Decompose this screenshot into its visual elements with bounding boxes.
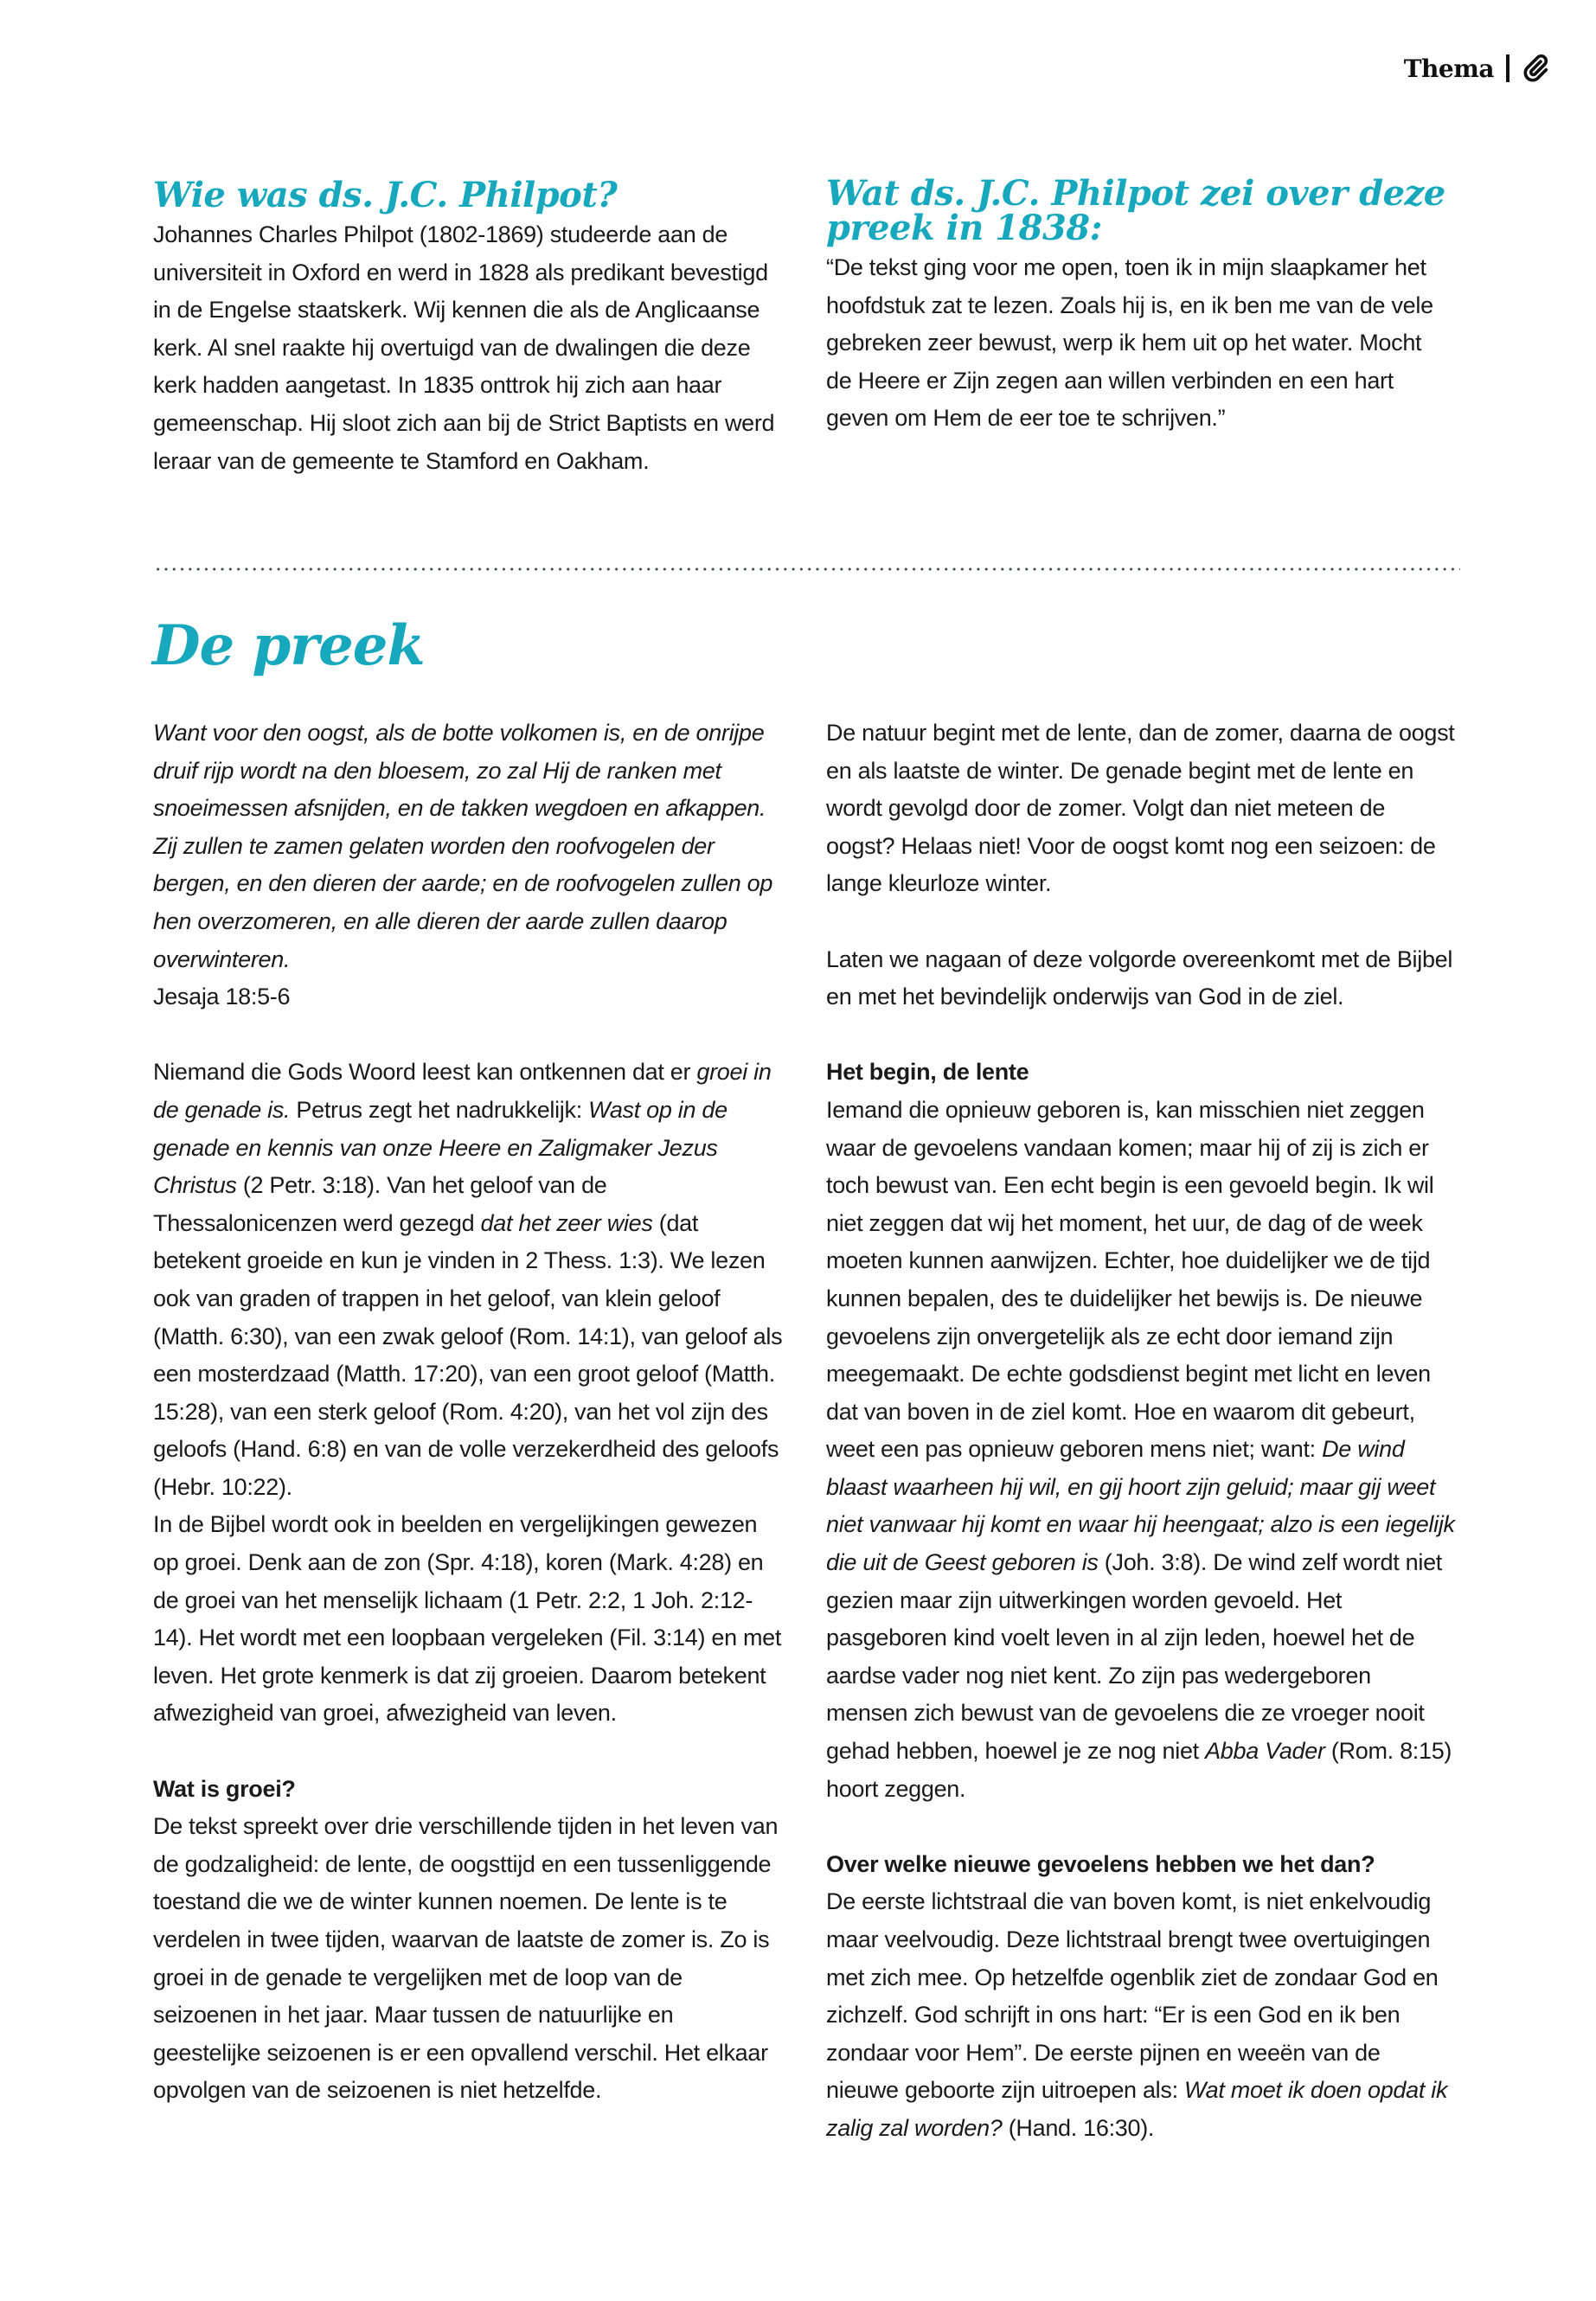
right-paragraph-1: De natuur begint met de lente, dan de zomer, daarna de oogst en als laatste de winter. De genade begint met de lente en wordt gevolgd door de zomer. Volgt dan niet meteen de oogst? Helaas niet! Voor de oogst komt nog een seizoen: de lange kleurloze winter.: [826, 720, 1455, 897]
paperclip-icon: [1522, 54, 1551, 83]
quote-title: Wat ds. J.C. Philpot zei over deze preek in 1838:: [826, 173, 1445, 248]
quote-section: [826, 173, 1449, 438]
subheading-nieuwe-gevoelens: Over welke nieuwe gevoelens hebben we het dan?: [826, 1850, 1375, 1877]
text-run: Iemand die opnieuw geboren is, kan misschien niet zeggen waar de gevoelens vandaan komen; maar hij of zij is zich er toch bewust van. Een echt begin is een gevoeld begin. Ik wil niet zeggen dat wij het moment, het uur, de dag of de week moeten kunnen aanwijzen. Echter, hoe duidelijker we de tijd kunnen bepalen, des te duidelijker het bewijs is. De nieuwe gevoelens zijn onvergetelijk als ze echt door iemand zijn meegemaakt. De echte godsdienst begint met licht en leven dat van boven in de ziel komt. Hoe en waarom dit gebeurt, weet een pas opnieuw geboren mens niet; want:: [826, 1096, 1434, 1463]
page-header: [1404, 54, 1551, 83]
text-run: Niemand die Gods Woord leest kan ontkennen dat er: [153, 1059, 697, 1086]
text-run: dat het zeer wies: [480, 1209, 653, 1236]
bio-body: Johannes Charles Philpot (1802-1869) studeerde aan de universiteit in Oxford en werd in 1828 als predikant bevestigd in de Engelse staatskerk. Wij kennen die als de Anglicaanse kerk. Al snel raakte hij overtuigd van de dwalingen die deze kerk hadden aangetast. In 1835 onttrok hij zich aan haar gemeenschap. Hij sloot zich aan bij de Strict Baptists en werd leraar van de gemeente te Stamford en Oakham.: [153, 221, 775, 474]
text-run: groei in de genade is.: [153, 1059, 772, 1123]
dotted-divider: [154, 567, 1460, 571]
scripture-reference: Jesaja 18:5-6: [153, 984, 291, 1010]
left-paragraph-3: De tekst spreekt over drie verschillende tijden in het leven van de godzaligheid: de lente, de oogsttijd en een tussenliggende toestand die we de winter kunnen noemen. De lente is te verdelen in twee tijden, waarvan de laatste de zomer is. Zo is groei in de genade te vergelijken met de loop van de seizoenen in het jaar. Maar tussen de natuurlijke en geestelijke seizoenen is er een opvallend verschil. Het elkaar opvolgen van de seizoenen is niet hetzelfde.: [153, 1813, 779, 2104]
subheading-het-begin: Het begin, de lente: [826, 1059, 1029, 1086]
left-paragraph-2: In de Bijbel wordt ook in beelden en vergelijkingen gewezen op groei. Denk aan de zon (Spr. 4:18), koren (Mark. 4:28) en de groei van het menselijk lichaam (1 Petr. 2:2, 1 Joh. 2:12-14). Het wordt met een loopbaan vergeleken (Fil. 3:14) en met leven. Het grote kenmerk is dat zij groeien. Daarom betekent afwezigheid van groei, afwezigheid van leven.: [153, 1511, 782, 1727]
text-run: De wind blaast waarheen hij wil, en gij hoort zijn geluid; maar gij weet niet vanwaar hij komt en waar hij heengaat; alzo is een iegelijk die uit de Geest geboren is: [826, 1436, 1455, 1576]
left-paragraph-1: [153, 1054, 786, 1506]
subheading-wat-is-groei: Wat is groei?: [153, 1775, 296, 1802]
bio-section: [153, 176, 780, 480]
text-run: (Rom. 8:15) hoort zeggen.: [826, 1738, 1452, 1802]
text-run: (Joh. 3:8). De wind zelf wordt niet gezien maar zijn uitwerkingen worden gevoeld. Het pasgeboren kind voelt leven in al zijn leden, hoewel het de aardse vader nog niet kent. Zo zijn pas wedergeboren mensen zich bewust van de gevoelens die ze vroeger nooit gehad hebben, hoewel je ze nog niet: [826, 1549, 1442, 1765]
scripture-text: Want voor den oogst, als de botte volkomen is, en de onrijpe druif rijp wordt na den bloesem, zo zal Hij de ranken met snoeimessen afsnijden, en de takken wegdoen en afkappen. Zij zullen te zamen gelaten worden den roofvogelen der bergen, en den dieren der aarde; en de roofvogelen zullen op hen overzomeren, en alle dieren der aarde zullen daarop overwinteren.: [153, 720, 773, 972]
text-run: (Hand. 16:30).: [1002, 2114, 1155, 2141]
sermon-title: De preek: [152, 613, 425, 678]
text-run: Wat moet ik doen opdat ik zalig zal worden?: [826, 2077, 1448, 2141]
sermon-right-column: [826, 715, 1458, 2148]
section-label: Thema: [1403, 54, 1494, 83]
right-paragraph-4: [826, 1883, 1458, 2147]
text-run: (dat betekent groeide en kun je vinden in 2 Thess. 1:3). We lezen ook van graden of trappen in het geloof, van klein geloof (Matth. 6:30), van een zwak geloof (Rom. 14:1), van geloof als een mosterdzaad (Matth. 17:20), van een groot geloof (Matth. 15:28), van een sterk geloof (Rom. 4:20), van het vol zijn des geloofs (Hand. 6:8) en van de volle verzekerdheid des geloofs (Hebr. 10:22).: [153, 1209, 783, 1500]
text-run: Petrus zegt het nadrukkelijk:: [290, 1096, 589, 1123]
text-run: (2 Petr. 3:18). Van het geloof van de Thessalonicenzen werd gezegd: [153, 1172, 607, 1236]
text-run: Abba Vader: [1205, 1738, 1325, 1765]
header-divider: [1506, 54, 1509, 82]
quote-body: “De tekst ging voor me open, toen ik in mijn slaapkamer het hoofdstuk zat te lezen. Zoals hij is, en ik ben me van de vele gebreken zeer bewust, werp ik hem uit op het water. Mocht de Heere er Zijn zegen aan willen verbinden en een hart geven om Hem de eer toe te schrijven.”: [826, 254, 1433, 432]
sermon-left-column: [153, 715, 786, 2110]
text-run: Wast op in de genade en kennis van onze Heere en Zaligmaker Jezus Christus: [153, 1096, 727, 1199]
right-paragraph-2: Laten we nagaan of deze volgorde overeenkomt met de Bijbel en met het bevindelijk onderwijs van God in de ziel.: [826, 945, 1453, 1010]
bio-title: Wie was ds. J.C. Philpot?: [153, 175, 618, 215]
text-run: De eerste lichtstraal die van boven komt, is niet enkelvoudig maar veelvoudig. Deze lichtstraal brengt twee overtuigingen met zich mee. Op hetzelfde ogenblik ziet de zondaar God en zichzelf. God schrijft in ons hart: “Er is een God en ik ben zondaar voor Hem”. De eerste pijnen en weeën van de nieuwe geboorte zijn uitroepen als:: [826, 1888, 1439, 2104]
right-paragraph-3: [826, 1092, 1458, 1808]
